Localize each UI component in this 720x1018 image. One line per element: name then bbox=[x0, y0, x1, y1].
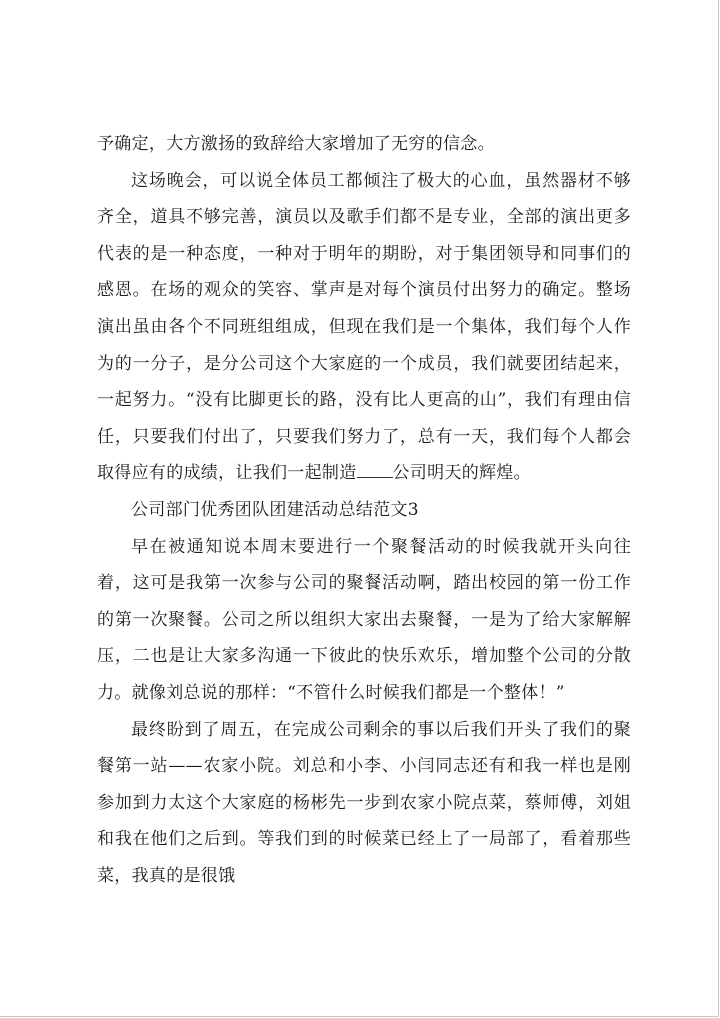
paragraph-dinner-notice: 早在被通知说本周末要进行一个聚餐活动的时候我就开头向往着，这可是我第一次参与公司的聚餐活动啊，踏出校园的第一份工作的第一次聚餐。公司之所以组织大家出去聚餐，一是为了给大家解解压，二也是让大家多沟通一下彼此的快乐欢乐，增加整个公司的分散力。就像刘总说的那样：“不管什么时候我们都是一个整体！” bbox=[97, 536, 631, 703]
paragraph-evening-party bbox=[97, 163, 631, 492]
paragraph-text: 这场晚会，可以说全体员工都倾注了极大的心血，虽然器材不够齐全，道具不够完善，演员以及歌手们都不是专业，全部的演出更多代表的是一种态度，一种对于明年的期盼，对于集团领导和同事们的感恩。在场的观众的笑容、掌声是对每个演员付出努力的确定。整场演出虽由各个不同班组组成，但现在我们是一个集体，我们每个人作为的一分子，是分公司这个大家庭的一个成员，我们就要团结起来，一起努力。“没有比脚更长的路，没有比人更高的山”，我们有理由信任，只要我们付出了，只要我们努力了，总有一天，我们每个人都会取得应有的成绩，让我们一起制造 bbox=[97, 170, 631, 484]
section-heading: 公司部门优秀团队团建活动总结范文3 bbox=[131, 499, 419, 520]
paragraph-friday: 最终盼到了周五，在完成公司剩余的事以后我们开头了我们的聚餐第一站——农家小院。刘总和小李、小闫同志还有和我一样也是刚参加到力太这个大家庭的杨彬先一步到农家小院点菜，蔡师傅，刘姐和我在他们之后到。等我们到的时候菜已经上了一局部了，看着那些菜，我真的是很饿 bbox=[97, 719, 631, 886]
paragraph-text-end: 公司明天的辉煌。 bbox=[392, 463, 531, 484]
paragraph-continuation: 予确定，大方激扬的致辞给大家增加了无穷的信念。 bbox=[97, 134, 495, 154]
fill-in-blank bbox=[357, 461, 393, 478]
document-body bbox=[97, 126, 631, 894]
